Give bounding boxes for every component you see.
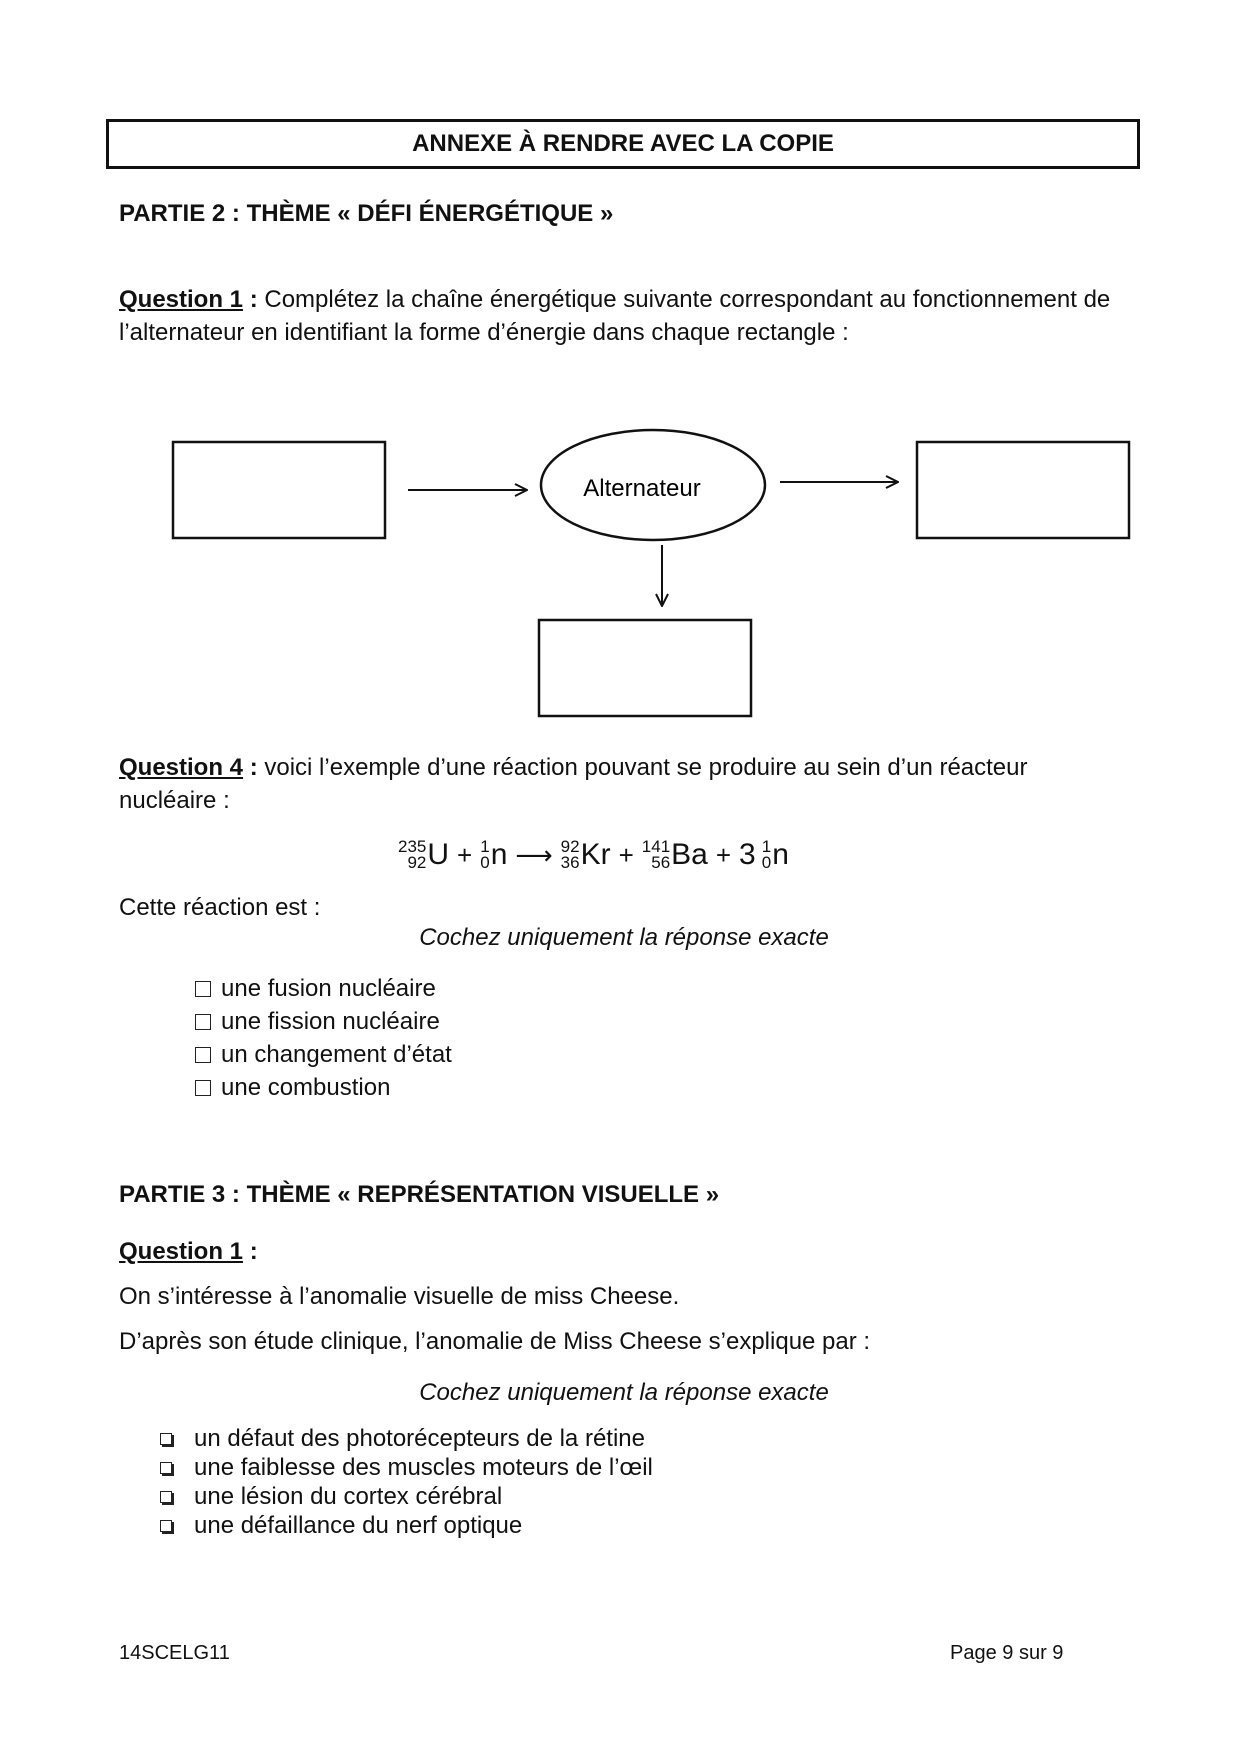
n-atomic-number-1: 0 xyxy=(480,853,490,872)
n-mass-number-1: 1 xyxy=(480,837,490,856)
kr-atomic-number: 36 xyxy=(560,853,580,872)
partie3-question1-colon: : xyxy=(243,1238,258,1265)
question4-colon: : xyxy=(243,754,258,781)
checkbox-icon[interactable] xyxy=(160,1520,172,1532)
option-fission[interactable] xyxy=(195,1005,452,1038)
option-eye-muscles[interactable] xyxy=(160,1453,653,1482)
partie2-title: PARTIE 2 : THÈME « DÉFI ÉNERGÉTIQUE » xyxy=(119,200,614,227)
footer-code: 14SCELG11 xyxy=(119,1642,230,1664)
question4-lead: Cette réaction est : xyxy=(119,894,321,921)
checkbox-icon[interactable] xyxy=(195,1047,211,1063)
checkbox-icon[interactable] xyxy=(195,981,211,997)
partie3-instruction: Cochez uniquement la réponse exacte xyxy=(419,1379,829,1406)
question1-colon: : xyxy=(243,286,258,313)
energy-chain-diagram xyxy=(0,0,1240,760)
question4-instruction: Cochez uniquement la réponse exacte xyxy=(419,924,829,951)
partie3-line1: On s’intéresse à l’anomalie visuelle de miss Cheese. xyxy=(119,1283,680,1310)
u-symbol: U xyxy=(427,838,450,871)
option-fusion[interactable] xyxy=(195,972,452,1005)
alternator-label: Alternateur xyxy=(583,475,701,502)
question4-text: voici l’exemple d’une réaction pouvant se produire au sein d’un réacteur nucléaire : xyxy=(119,754,1028,814)
option-photoreceptors-label: un défaut des photorécepteurs de la rétine xyxy=(194,1424,645,1452)
question1-label: Question 1 xyxy=(119,286,244,313)
nuclide-neutron-reactant xyxy=(480,838,507,872)
option-photoreceptors[interactable] xyxy=(160,1424,653,1453)
annex-header-title: ANNEXE À RENDRE AVEC LA COPIE xyxy=(412,130,834,157)
checkbox-icon[interactable] xyxy=(160,1462,172,1474)
option-fusion-label: une fusion nucléaire xyxy=(221,974,436,1002)
nuclide-uranium xyxy=(398,838,449,872)
option-combustion-label: une combustion xyxy=(221,1073,391,1101)
option-state-change[interactable] xyxy=(195,1038,452,1071)
ba-symbol: Ba xyxy=(671,838,708,871)
n-mass-number-2: 1 xyxy=(761,837,772,856)
checkbox-icon[interactable] xyxy=(160,1433,172,1445)
n-symbol-1: n xyxy=(490,838,508,871)
checkbox-icon[interactable] xyxy=(195,1014,211,1030)
question4-options xyxy=(195,972,452,1104)
energy-loss-box[interactable] xyxy=(539,620,751,716)
n-symbol-2: n xyxy=(772,838,789,871)
option-fission-label: une fission nucléaire xyxy=(221,1007,440,1035)
option-optic-nerve[interactable] xyxy=(160,1511,653,1540)
partie3-options xyxy=(160,1424,653,1540)
plus-sign-3: + xyxy=(715,839,732,870)
plus-sign-2: + xyxy=(618,839,634,870)
u-mass-number: 235 xyxy=(398,837,427,856)
nuclide-krypton xyxy=(561,838,611,872)
option-state-change-label: un changement d’état xyxy=(221,1040,452,1068)
kr-mass-number: 92 xyxy=(560,837,580,856)
energy-input-box[interactable] xyxy=(173,442,385,538)
ba-mass-number: 141 xyxy=(641,837,671,856)
u-atomic-number: 92 xyxy=(407,853,427,872)
plus-sign-1: + xyxy=(457,839,473,870)
partie3-title: PARTIE 3 : THÈME « REPRÉSENTATION VISUELLE » xyxy=(119,1181,720,1208)
option-cortex-lesion[interactable] xyxy=(160,1482,653,1511)
partie3-question1-heading xyxy=(119,1235,1129,1268)
checkbox-icon[interactable] xyxy=(195,1080,211,1096)
option-cortex-lesion-label: une lésion du cortex cérébral xyxy=(194,1482,503,1510)
option-eye-muscles-label: une faiblesse des muscles moteurs de l’œil xyxy=(194,1453,653,1481)
ba-atomic-number: 56 xyxy=(651,853,671,872)
kr-symbol: Kr xyxy=(580,838,611,871)
nuclide-neutron-product xyxy=(762,838,789,872)
partie2-question4 xyxy=(119,751,1129,817)
nuclide-barium xyxy=(642,838,708,872)
footer-page-number: Page 9 sur 9 xyxy=(950,1642,1064,1664)
option-combustion[interactable] xyxy=(195,1071,452,1104)
energy-output-box[interactable] xyxy=(917,442,1129,538)
partie3-question1-label: Question 1 xyxy=(119,1238,244,1265)
neutron-coefficient: 3 xyxy=(739,838,756,871)
partie3-line2: D’après son étude clinique, l’anomalie de Miss Cheese s’explique par : xyxy=(119,1328,871,1355)
option-optic-nerve-label: une défaillance du nerf optique xyxy=(194,1511,523,1539)
n-atomic-number-2: 0 xyxy=(761,853,772,872)
fission-equation xyxy=(398,838,789,872)
reaction-arrow: ⟶ xyxy=(515,839,553,870)
checkbox-icon[interactable] xyxy=(160,1491,172,1503)
question4-label: Question 4 xyxy=(119,754,244,781)
question1-text: Complétez la chaîne énergétique suivante correspondant au fonctionnement de l’alternateur en identifiant la forme d’énergie dans chaque rectangle : xyxy=(119,286,1111,346)
